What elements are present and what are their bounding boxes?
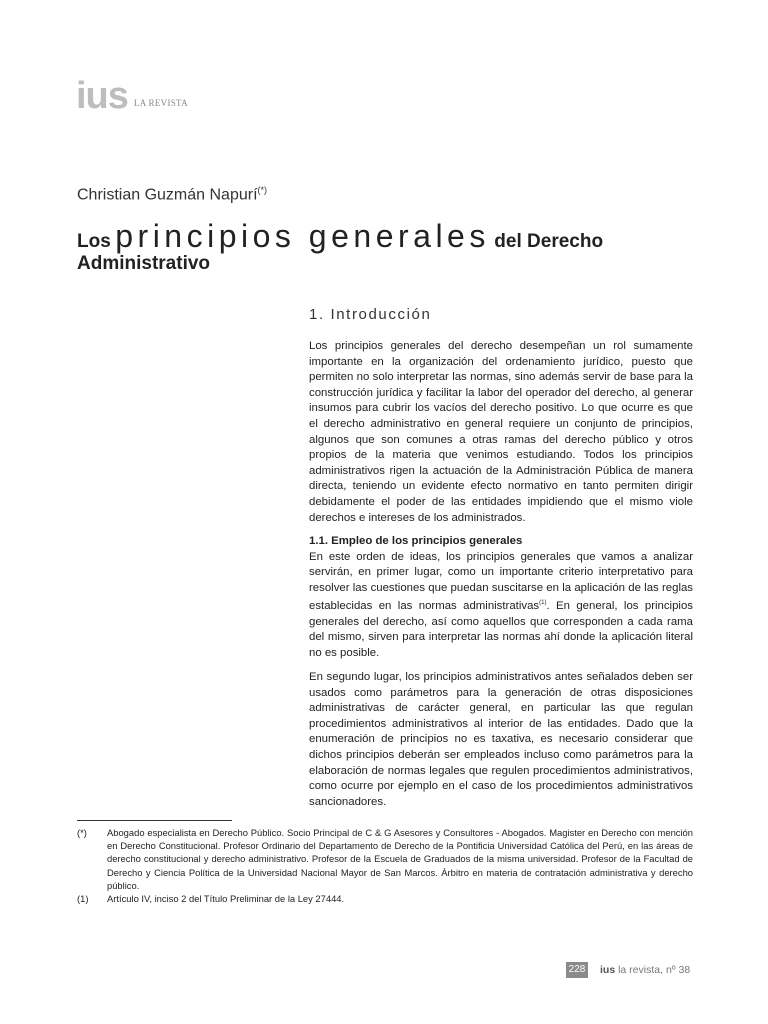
- journal-footer-ius: ius: [600, 964, 616, 976]
- journal-footer: [600, 962, 690, 978]
- footnote-mark: (*): [77, 827, 87, 838]
- footnote-ref-1: (1): [539, 600, 547, 607]
- paragraph-intro: Los principios generales del derecho desempeñan un rol sumamente importante en la organización del ordenamiento jurídico, puesto que permiten no solo interpretar las normas, sino además servir de base para la construcción jurídica y facilitar la labor del operador del derecho, al generar insumos para cubrir los vacíos del derecho positivo. Lo que ocurre es que el derecho administrativo en general requiere un conjunto de principios, algunos que son comunes a otras ramas del derecho público y otros propios de la materia que venimos estudiando. Todos los principios administrativos rigen la actuación de la Administración Pública de manera directa, teniendo un evidente efecto normativo en tanto permiten dirigir debidamente el poder de las entidades impidiendo que el mismo viole derechos e intereses de los administrados.: [309, 340, 693, 524]
- footnote-divider: [77, 820, 232, 821]
- paragraph-text-b: . En general, los principios generales del derecho, así como aquellos que corresponden a cada rama del mismo, sirven para interpretar las normas ahí donde la aplicación literal no es posible.: [309, 600, 693, 659]
- title-line-2: Administrativo: [77, 253, 211, 274]
- title-emphasis: principios generales: [115, 218, 490, 254]
- title-line-1: [77, 218, 697, 255]
- author-footnote-ref: (*): [257, 185, 268, 195]
- paragraph-second: En segundo lugar, los principios administrativos antes señalados deben ser usados como parámetros para la generación de otras disposiciones administrativas de carácter general, en particular las que regulan procedimientos administrativos al interior de las entidades. Dado que la enumeración de principios no es taxativa, es necesario considerar que dichos principios deberán ser empleados incluso como parámetros para la elaboración de normas legales que regulen procedimientos administrativos, como ocurre por ejemplo en el caso de los procedimientos administrativos sancionadores.: [309, 671, 693, 808]
- footnote-text: Artículo IV, inciso 2 del Título Preliminar de la Ley 27444.: [107, 893, 345, 905]
- title-post: del Derecho: [494, 231, 604, 252]
- journal-footer-issue: la revista, nº 38: [615, 964, 691, 976]
- article-author: [77, 185, 267, 204]
- journal-logo: [76, 75, 188, 117]
- footnotes: [77, 826, 693, 905]
- footnote-mark: (1): [77, 893, 89, 905]
- article-title: [77, 218, 697, 275]
- author-name: Christian Guzmán Napurí: [77, 186, 258, 204]
- paragraph-subsection: [309, 534, 693, 662]
- logo-subtitle: LA REVISTA: [133, 98, 188, 108]
- logo-wordmark: ius: [76, 75, 128, 117]
- title-pre: Los: [77, 231, 111, 252]
- paragraph-text-a: En este orden de ideas, los principios generales que vamos a analizar servirán, en primer lugar, como un importante criterio interpretativo para resolver las cuestiones que puedan suscitarse en la aplicación de las reglas establecidas en las normas administrativas: [309, 550, 693, 613]
- section-heading: 1. Introducción: [309, 306, 432, 323]
- page-number: 228: [566, 962, 588, 978]
- footnote-item: [77, 826, 693, 892]
- footnote-item: [77, 892, 693, 905]
- footnote-text: Abogado especialista en Derecho Público. Socio Principal de C & G Asesores y Consultores - Abogados. Magister en Derecho con mención en Derecho Constitucional. Profesor Ordinario del Departamento de Derecho de la Pontificia Universidad Católica del Perú, en las áreas de derecho constitucional y derecho administrativo. Profesor de la Escuela de Graduados de la misma universidad. Profesor de la Facultad de Derecho y Ciencia Política de la Universidad Nacional Mayor de San Marcos. Árbitro en materia de contratación administrativa y derecho público.: [107, 827, 693, 891]
- subsection-heading: 1.1. Empleo de los principios generales: [309, 535, 523, 547]
